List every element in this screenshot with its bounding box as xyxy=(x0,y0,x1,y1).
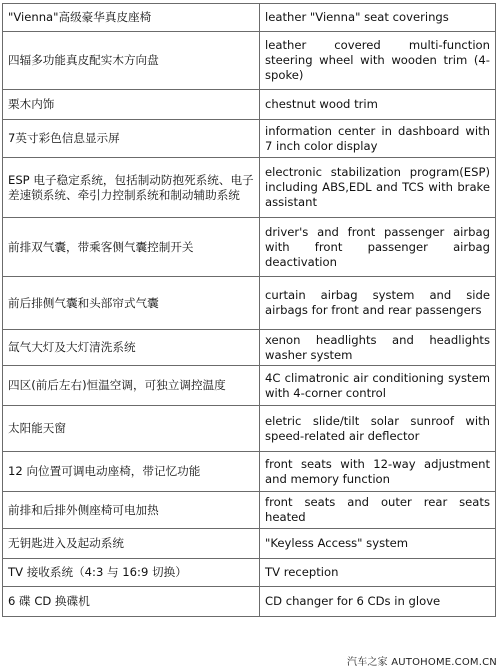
table-row xyxy=(3,330,496,366)
table-body xyxy=(3,4,496,617)
english-feature-cell: leather "Vienna" seat coverings xyxy=(260,4,496,32)
chinese-feature-cell: 6 碟 CD 换碟机 xyxy=(3,587,260,617)
table-row xyxy=(3,452,496,492)
table-row xyxy=(3,32,496,90)
chinese-feature-cell: 四辐多功能真皮配实木方向盘 xyxy=(3,32,260,90)
chinese-feature-cell: TV 接收系统（4:3 与 16:9 切换） xyxy=(3,559,260,587)
table-row xyxy=(3,529,496,559)
table-row xyxy=(3,492,496,529)
english-feature-cell: "Keyless Access" system xyxy=(260,529,496,559)
table-row xyxy=(3,90,496,120)
chinese-feature-cell: 无钥匙进入及起动系统 xyxy=(3,529,260,559)
chinese-feature-cell: 栗木内饰 xyxy=(3,90,260,120)
chinese-feature-cell: 前后排侧气囊和头部帘式气囊 xyxy=(3,277,260,330)
feature-translation-table xyxy=(2,3,496,617)
english-feature-cell: leather covered multi-function steering wheel with wooden trim (4-spoke) xyxy=(260,32,496,90)
chinese-feature-cell: "Vienna"高级豪华真皮座椅 xyxy=(3,4,260,32)
english-feature-cell: 4C climatronic air conditioning system with 4-corner control xyxy=(260,366,496,406)
english-feature-cell: driver's and front passenger airbag with front passenger airbag deactivation xyxy=(260,218,496,277)
table-row xyxy=(3,218,496,277)
english-feature-cell: xenon headlights and headlights washer system xyxy=(260,330,496,366)
english-feature-cell: electronic stabilization program(ESP) including ABS,EDL and TCS with brake assistant xyxy=(260,158,496,218)
chinese-feature-cell: 12 向位置可调电动座椅，带记忆功能 xyxy=(3,452,260,492)
english-feature-cell: information center in dashboard with 7 inch color display xyxy=(260,120,496,158)
table-row xyxy=(3,158,496,218)
english-feature-cell: front seats and outer rear seats heated xyxy=(260,492,496,529)
chinese-feature-cell: 太阳能天窗 xyxy=(3,406,260,452)
chinese-feature-cell: 前排双气囊，带乘客侧气囊控制开关 xyxy=(3,218,260,277)
english-feature-cell: curtain airbag system and side airbags for front and rear passengers xyxy=(260,277,496,330)
chinese-feature-cell: ESP 电子稳定系统，包括制动防抱死系统、电子差速锁系统、牵引力控制系统和制动辅助系统 xyxy=(3,158,260,218)
english-feature-cell: eletric slide/tilt solar sunroof with speed-related air deflector xyxy=(260,406,496,452)
english-feature-cell: TV reception xyxy=(260,559,496,587)
table-row xyxy=(3,120,496,158)
chinese-feature-cell: 7英寸彩色信息显示屏 xyxy=(3,120,260,158)
chinese-feature-cell: 前排和后排外侧座椅可电加热 xyxy=(3,492,260,529)
english-feature-cell: front seats with 12-way adjustment and memory function xyxy=(260,452,496,492)
table-row xyxy=(3,587,496,617)
table-row xyxy=(3,4,496,32)
chinese-feature-cell: 氙气大灯及大灯清洗系统 xyxy=(3,330,260,366)
table-row xyxy=(3,366,496,406)
english-feature-cell: chestnut wood trim xyxy=(260,90,496,120)
english-feature-cell: CD changer for 6 CDs in glove xyxy=(260,587,496,617)
chinese-feature-cell: 四区(前后左右)恒温空调，可独立调控温度 xyxy=(3,366,260,406)
table-row xyxy=(3,406,496,452)
table-row xyxy=(3,559,496,587)
table-row xyxy=(3,277,496,330)
autohome-watermark: 汽车之家 AUTOHOME.COM.CN xyxy=(347,657,497,668)
